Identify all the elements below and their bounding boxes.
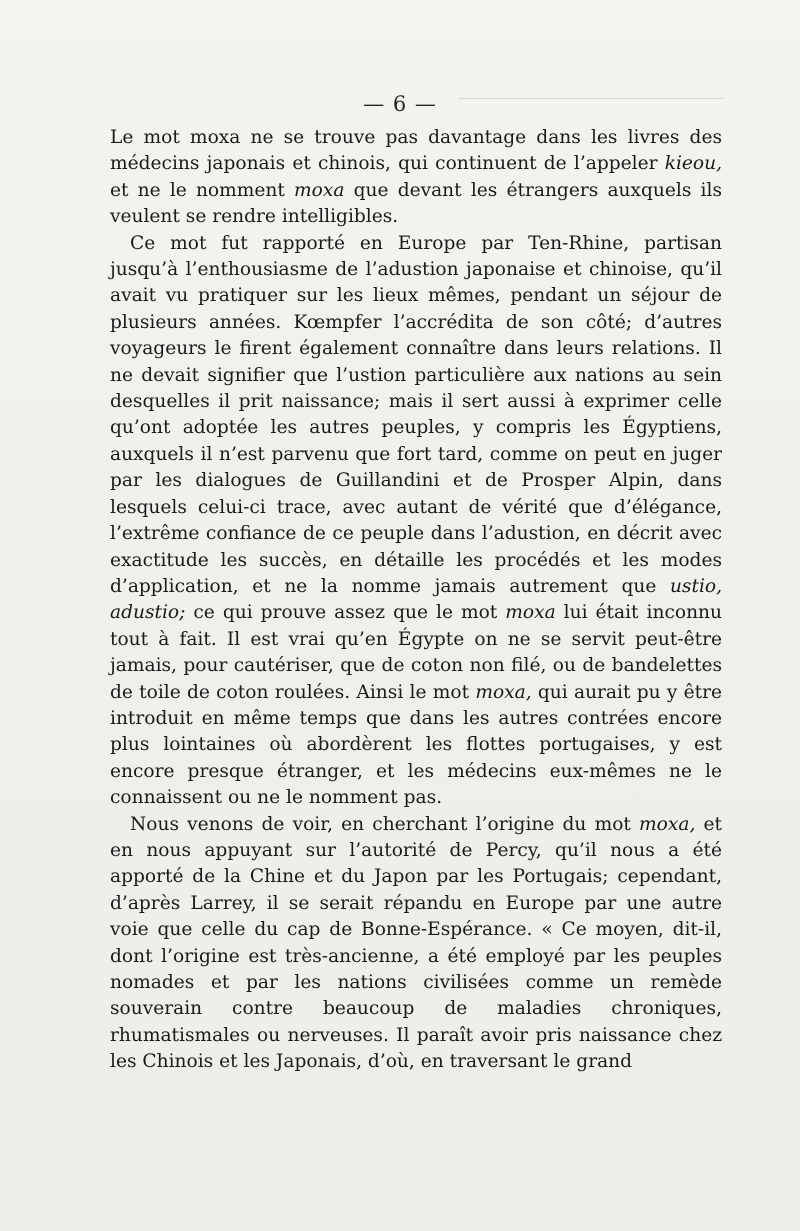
page-number: — 6 —	[363, 92, 437, 116]
text-segment: et ne le nomment	[110, 179, 295, 201]
italic-term: moxa,	[639, 813, 696, 835]
text-segment: ce qui prouve assez que le mot	[185, 602, 506, 624]
text-segment: lui était inconnu tout à fait. Il est vrai qu’en Égypte on ne se servit peut-être jamais, pour cautériser, que de coton non filé, ou de bandelettes de toile de coton roulées. Ainsi le mot	[110, 602, 722, 703]
italic-term: moxa,	[475, 681, 532, 703]
text-segment: Nous venons de voir, en cherchant l’origine du mot	[130, 813, 640, 835]
text-segment: que devant les étrangers auxquels ils veulent se rendre intelligibles.	[110, 179, 722, 228]
body-text	[110, 125, 722, 1076]
paragraph-2	[110, 231, 722, 812]
text-segment: et en nous appuyant sur l’autorité de Percy, qu’il nous a été apporté de la Chine et du Japon par les Portugais; cependant, d’après Larrey, il se serait répandu en Europe par une autre voie que celle du cap de Bonne-Espérance. « Ce moyen, dit-il, dont l’origine est très-ancienne, a été employé par les peuples nomades et par les nations civilisées comme un remède souverain contre beaucoup de maladies chroniques, rhumatismales ou nerveuses. Il paraît avoir pris naissance chez les Chinois et les Japonais, d’où, en traversant le grand	[110, 813, 723, 1073]
text-segment: Ce mot fut rapporté en Europe par Ten-Rhine, partisan jusqu’à l’enthousiasme de l’adustion japonaise et chinoise, qu’il avait vu pratiquer sur les lieux mêmes, pendant un séjour de plusieurs années. Kœmpfer l’accrédita de son côté; d’autres voyageurs le firent également connaître dans leurs relations. Il ne devait signifier que l’ustion particulière aux nations au sein desquelles il prit naissance; mais il sert aussi à exprimer celle qu’ont adoptée les autres peuples, y compris les Égyptiens, auxquels il n’est parvenu que fort tard, comme on peut en juger par les dialogues de Guillandini et de Prosper Alpin, dans lesquels celui-ci trace, avec autant de vérité que d’élégance, l’extrême confiance de ce peuple dans l’adustion, en décrit avec exactitude les succès, en détaille les procédés et les modes d’application, et ne la nomme jamais autrement que	[110, 232, 722, 597]
text-segment: qui aurait pu y être introduit en même temps que dans les autres contrées encore plus lointaines où abordèrent les flottes portugaises, y est encore presque étranger, et les médecins eux-mêmes ne le connaissent ou ne le nomment pas.	[110, 681, 722, 809]
italic-term: moxa	[294, 179, 345, 201]
italic-term: moxa	[505, 602, 556, 624]
italic-term: ustio, adustio;	[110, 575, 722, 624]
paragraph-3	[110, 812, 722, 1076]
paragraph-1	[110, 125, 722, 231]
text-segment: Le mot moxa ne se trouve pas davantage dans les livres des médecins japonais et chinois, qui continuent de l’appeler	[110, 127, 722, 175]
italic-term: kieou,	[664, 153, 722, 175]
